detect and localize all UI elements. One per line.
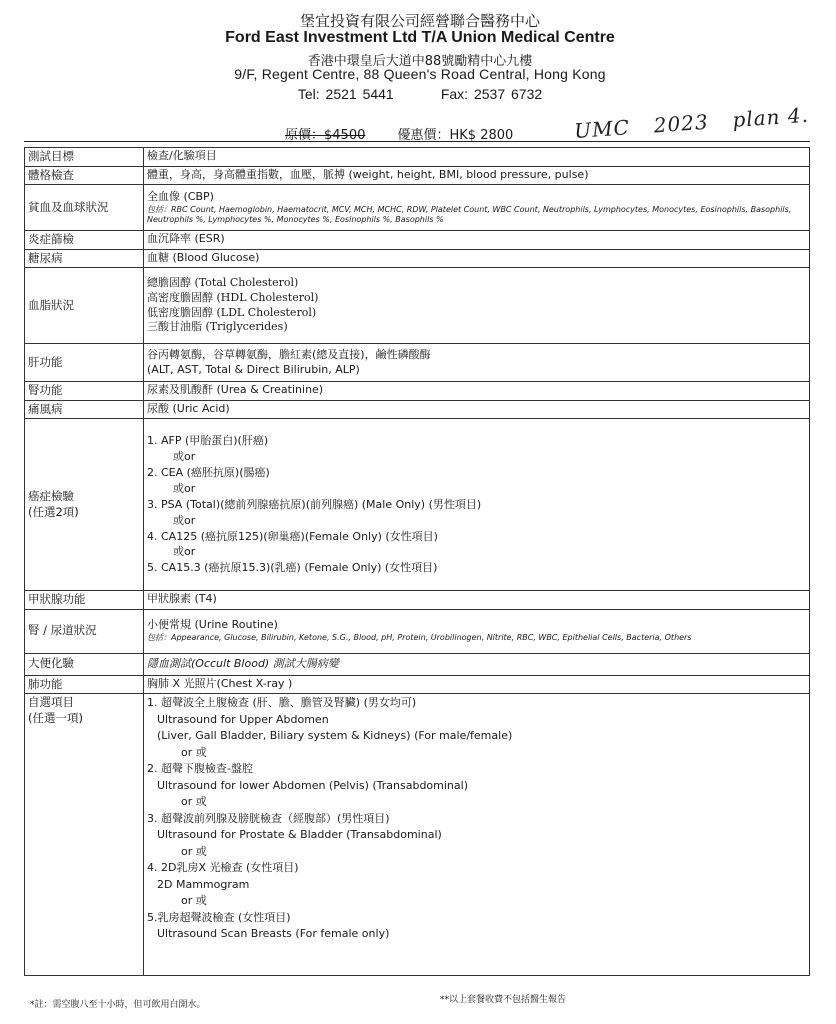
row-body-check	[25, 166, 810, 185]
row-inflammation	[25, 231, 810, 250]
optional-item-cn: 3. 超聲波前列腺及膀胱檢查（經腹部）(男性項目)	[147, 811, 390, 825]
row-cancer	[25, 419, 810, 591]
company-name-en: Ford East Investment Ltd T/A Union Medical Centre	[225, 29, 615, 46]
content-blood-note: 包括：RBC Count, Haemoglobin, Haematocrit, MCV, MCH, MCHC, RDW, Platelet Count, WBC Count, Neutrophils, Lymphocytes, Monocytes, Eosinophils, Basophils, Neutrophils %, Lymphocytes %, Monocytes %, Eosinophils %, Basophils %	[147, 204, 792, 224]
cancer-item: 3. PSA (Total)(總前列腺癌抗原)(前列腺癌) (Male Only) (男性項目)	[147, 497, 482, 511]
hand-umc: UMC	[573, 115, 631, 144]
content-lung: 胸肺 X 光照片(Chest X-ray )	[144, 675, 810, 694]
lipid-item: 總膽固醇 (Total Cholesterol)	[147, 275, 299, 289]
label-gout: 痛風病	[25, 400, 144, 419]
label-optional: 自選項目	[28, 695, 74, 710]
optional-item-en: Ultrasound for lower Abdomen (Pelvis) (Transabdominal)	[157, 778, 468, 792]
content-liver-cn: 谷丙轉氨酶，谷草轉氨酶，膽紅素(總及直接)，鹼性磷酸酶	[147, 347, 431, 361]
optional-item-en: (Liver, Gall Bladder, Biliary system & Kidneys) (For male/female)	[157, 729, 513, 743]
optional-item-en: 2D Mammogram	[157, 877, 250, 891]
or-label: 或or	[173, 545, 196, 559]
lipid-item: 低密度膽固醇 (LDL Cholesterol)	[147, 305, 317, 319]
footnote-fasting: *註：需空腹八至十小時，但可飲用白開水。	[30, 1000, 206, 1010]
discount-price: 優惠價：HK$ 2800	[397, 128, 514, 143]
row-gout	[25, 400, 810, 419]
label-optional-choose: (任選一項)	[28, 710, 83, 725]
cancer-item: 2. CEA (癌胚抗原)(腸癌)	[147, 465, 270, 479]
original-price: 原價：$4500	[285, 128, 366, 143]
col-header-target: 測試目標	[25, 148, 144, 167]
row-kidney	[25, 382, 810, 401]
table-header-row	[25, 148, 810, 167]
or-label: 或or	[173, 481, 196, 495]
label-thyroid: 甲狀腺功能	[25, 591, 144, 610]
handwritten-annotation	[573, 101, 833, 143]
optional-item-cn: 4. 2D乳房X 光檢查 (女性項目)	[147, 861, 299, 875]
optional-item-cn: 5.乳房超聲波檢查 (女性項目)	[147, 910, 291, 924]
or-label: or 或	[181, 745, 207, 759]
row-blood	[25, 185, 810, 231]
col-header-items: 檢查/化驗項目	[144, 148, 810, 167]
label-liver: 肝功能	[25, 344, 144, 382]
row-urine	[25, 609, 810, 653]
optional-item-cn: 1. 超聲波全上腹檢查 (肝、膽、膽管及腎臟) (男女均可)	[147, 696, 417, 710]
content-urine-main: 小便常規 (Urine Routine)	[147, 618, 278, 632]
label-stool: 大便化驗	[25, 653, 144, 675]
content-liver-en: (ALT, AST, Total & Direct Bilirubin, ALP)	[147, 362, 360, 376]
row-liver	[25, 344, 810, 382]
footnote-report: **以上套餐收費不包括醫生報告	[440, 995, 567, 1005]
label-cancer: 癌症檢驗	[28, 489, 74, 504]
label-lipids: 血脂狀況	[25, 268, 144, 344]
content-urine-note: 包括：Appearance, Glucose, Bilirubin, Ketone, S.G., Blood, pH, Protein, Urobilinogen, Nitrite, RBC, WBC, Epithelial Cells, Bacteria, Others	[147, 633, 692, 643]
row-lipids	[25, 268, 810, 344]
content-gout: 尿酸 (Uric Acid)	[144, 400, 810, 419]
label-kidney: 腎功能	[25, 382, 144, 401]
cancer-item: 1. AFP (甲胎蛋白)(肝癌)	[147, 433, 269, 447]
content-blood-main: 全血像 (CBP)	[147, 189, 214, 203]
label-inflammation: 炎症篩檢	[25, 231, 144, 250]
label-body-check: 體格檢查	[25, 166, 144, 185]
lipid-item: 三酸甘油脂 (Triglycerides)	[147, 320, 288, 334]
label-lung: 肺功能	[25, 675, 144, 694]
hand-plan: plan 4.	[731, 102, 810, 132]
row-thyroid	[25, 591, 810, 610]
content-kidney: 尿素及肌酸酐 (Urea & Creatinine)	[144, 382, 810, 401]
optional-item-en: Ultrasound for Prostate & Bladder (Transabdominal)	[157, 828, 442, 842]
checkup-table	[24, 147, 810, 976]
cancer-item: 4. CA125 (癌抗原125)(卵巢癌)(Female Only) (女性項目)	[147, 529, 438, 543]
or-label: or 或	[181, 844, 207, 858]
or-label: 或or	[173, 449, 196, 463]
content-thyroid: 甲狀腺素 (T4)	[144, 591, 810, 610]
label-diabetes: 糖尿病	[25, 249, 144, 268]
row-diabetes	[25, 249, 810, 268]
optional-item-en: Ultrasound Scan Breasts (For female only)	[157, 927, 390, 941]
row-stool	[25, 653, 810, 675]
or-label: or 或	[181, 894, 207, 908]
fax: Fax: 2537 6732	[440, 86, 543, 102]
cancer-item: 5. CA15.3 (癌抗原15.3)(乳癌) (Female Only) (女性項目)	[147, 561, 438, 575]
row-optional	[25, 694, 810, 976]
content-stool: 隱血測試(Occult Blood) 測試大腸病變	[144, 653, 810, 675]
label-blood: 貧血及血球狀況	[25, 185, 144, 231]
lipid-item: 高密度膽固醇 (HDL Cholesterol)	[147, 290, 319, 304]
content-inflammation: 血沉降率 (ESR)	[144, 231, 810, 250]
row-lung	[25, 675, 810, 694]
content-diabetes: 血糖 (Blood Glucose)	[144, 249, 810, 268]
label-cancer-choose: (任選2項)	[28, 504, 79, 519]
content-body-check: 體重，身高，身高體重指數，血壓，脈搏 (weight, height, BMI, blood pressure, pulse)	[144, 166, 810, 185]
tel: Tel: 2521 5441	[297, 86, 394, 102]
hand-year: 2023	[652, 109, 710, 138]
or-label: 或or	[173, 513, 196, 527]
optional-item-en: Ultrasound for Upper Abdomen	[157, 712, 329, 726]
divider	[24, 141, 810, 142]
or-label: or 或	[181, 795, 207, 809]
company-name-cn: 堡宜投資有限公司經營聯合醫務中心	[299, 12, 540, 30]
contact-line	[30, 86, 810, 102]
label-urine: 腎 / 尿道狀況	[25, 609, 144, 653]
address-cn: 香港中環皇后大道中88號勵精中心九樓	[307, 54, 533, 69]
address-en: 9/F, Regent Centre, 88 Queen's Road Central, Hong Kong	[234, 66, 606, 82]
optional-item-cn: 2. 超聲下腹檢查-盤腔	[147, 762, 253, 776]
